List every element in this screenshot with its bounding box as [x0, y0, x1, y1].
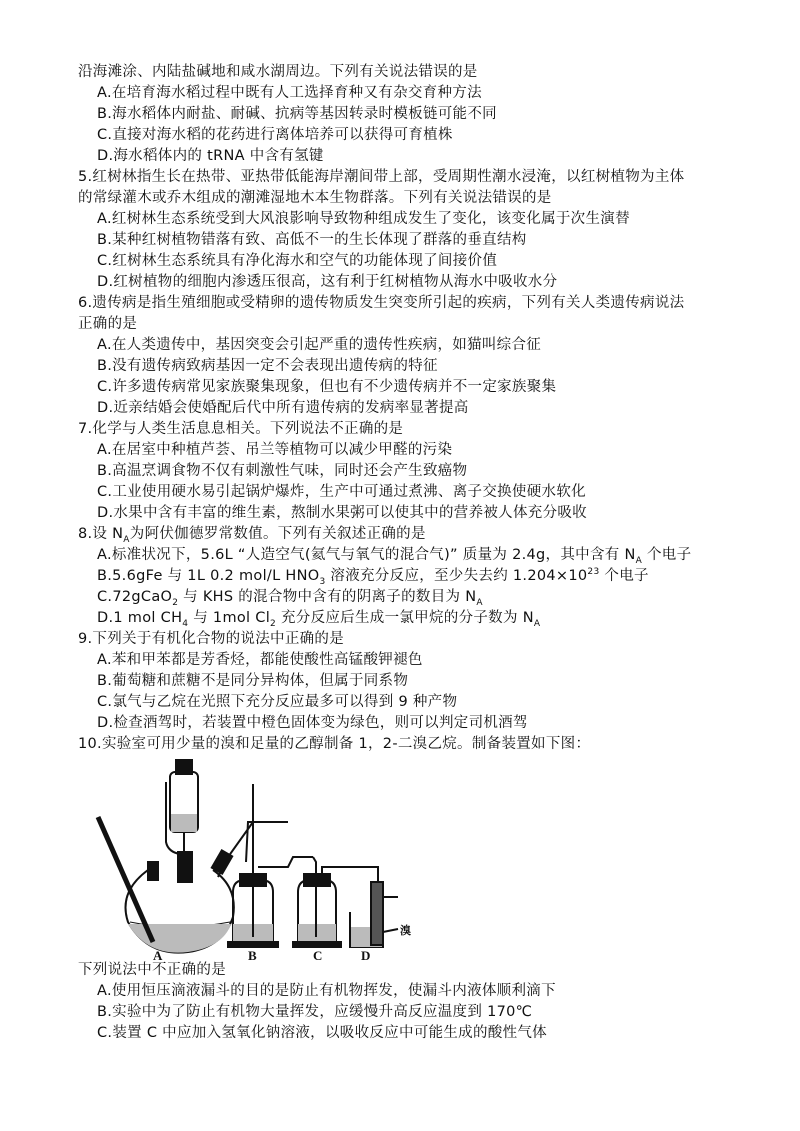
text-segment: 7.化学与人类生活息息相关。下列说法不正确的是: [78, 421, 404, 437]
text-segment: D.海水稻体内的 tRNA 中含有氢键: [97, 148, 324, 164]
question-line: [78, 293, 778, 314]
text-segment: 沿海滩涂、内陆盐碱地和咸水湖周边。下列有关说法错误的是: [78, 64, 478, 80]
option-line: [78, 566, 778, 587]
subscript: 3: [319, 576, 326, 587]
question-line: [78, 314, 778, 335]
text-segment: C.氯气与乙烷在光照下充分反应最多可以得到 9 种产物: [97, 694, 458, 710]
question-line: [78, 62, 778, 83]
text-segment: C.工业使用硬水易引起锅炉爆炸，生产中可通过煮沸、离子交换使硬水软化: [97, 484, 586, 500]
option-line: [78, 251, 778, 272]
question-line: [78, 188, 778, 209]
text-segment: A.使用恒压滴液漏斗的目的是防止有机物挥发，使漏斗内液体顺利滴下: [97, 983, 556, 999]
option-line: [78, 335, 778, 356]
bottle-b: [228, 784, 313, 947]
text-segment: B.没有遗传病致病基因一定不会表现出遗传病的特征: [97, 358, 438, 374]
text-segment: 10.实验室可用少量的溴和足量的乙醇制备 1，2-二溴乙烷。制备装置如下图：: [78, 736, 591, 752]
subscript: A: [635, 555, 643, 566]
option-line: [78, 1023, 778, 1044]
text-segment: 的常绿灌木或乔木组成的潮滩湿地木本生物群落。下列有关说法错误的是: [78, 190, 552, 206]
text-segment: D.近亲结婚会使婚配后代中所有遗传病的发病率显著提高: [97, 400, 469, 416]
text-segment: 下列说法中不正确的是: [78, 962, 226, 978]
subscript: 2: [172, 597, 179, 608]
option-line: [78, 272, 778, 293]
question-line: [78, 524, 778, 545]
text-segment: C.装置 C 中应加入氢氧化钠溶液，以吸收反应中可能生成的酸性气体: [97, 1025, 547, 1041]
option-line: [78, 377, 778, 398]
option-line: [78, 713, 778, 734]
option-line: [78, 503, 778, 524]
option-line: [78, 230, 778, 251]
text-segment: B.葡萄糖和蔗糖不是同分异构体，但属于同系物: [97, 673, 409, 689]
text-segment: 个电子: [642, 547, 692, 563]
text-segment: 9.下列关于有机化合物的说法中正确的是: [78, 631, 345, 647]
text-segment: B.5.6gFe 与 1L 0.2 mol/L HNO: [97, 568, 320, 584]
text-segment: D.红树植物的细胞内渗透压很高，这有利于红树植物从海水中吸收水分: [97, 274, 558, 290]
document-body-top: [78, 62, 778, 755]
text-segment: B.高温烹调食物不仅有刺激性气味，同时还会产生致癌物: [97, 463, 468, 479]
bromine-label: 溴: [400, 925, 411, 937]
option-line: [78, 209, 778, 230]
option-line: [78, 356, 778, 377]
option-line: [78, 125, 778, 146]
option-line: [78, 692, 778, 713]
text-segment: A.在培育海水稻过程中既有人工选择育种又有杂交育种方法: [97, 85, 482, 101]
text-segment: C.72gCaO: [97, 589, 173, 605]
question-line: [78, 960, 778, 981]
question-line: [78, 629, 778, 650]
question-line: [78, 167, 778, 188]
subscript: A: [476, 597, 483, 608]
option-line: [78, 398, 778, 419]
apparatus-diagram: [78, 752, 478, 962]
option-line: [78, 608, 778, 629]
text-segment: D.检查酒驾时，若装置中橙色固体变为绿色，则可以判定司机酒驾: [97, 715, 528, 731]
text-segment: 个电子: [599, 568, 649, 584]
option-line: [78, 104, 778, 125]
text-segment: B.某种红树植物错落有致、高低不一的生长体现了群落的垂直结构: [97, 232, 527, 248]
text-segment: 8.设 N: [78, 526, 124, 542]
dropping-funnel: [166, 760, 198, 854]
text-segment: A.标准状况下，5.6L “人造空气(氦气与氧气的混合气)” 质量为 2.4g，其中含有 N: [97, 547, 636, 563]
text-segment: D.1 mol CH: [97, 610, 183, 626]
text-segment: 与 1mol Cl: [188, 610, 271, 626]
option-line: [78, 981, 778, 1002]
text-segment: A.红树林生态系统受到大风浪影响导致物种组成发生了变化，该变化属于次生演替: [97, 211, 630, 227]
text-segment: C.许多遗传病常见家族聚集现象，但也有不少遗传病并不一定家族聚集: [97, 379, 557, 395]
text-segment: 为阿伏伽德罗常数值。下列有关叙述正确的是: [129, 526, 426, 542]
text-segment: 充分反应后生成一氯甲烷的分子数为 N: [276, 610, 534, 626]
text-segment: 5.红树林指生长在热带、亚热带低能海岸潮间带上部，受周期性潮水浸淹，以红树植物为主体: [78, 169, 685, 185]
text-segment: C.红树林生态系统具有净化海水和空气的功能体现了间接价值: [97, 253, 498, 269]
subscript: A: [123, 534, 130, 545]
text-segment: D.水果中含有丰富的维生素，熬制水果粥可以使其中的营养被人体充分吸收: [97, 505, 587, 521]
text-segment: B.海水稻体内耐盐、耐碱、抗病等基因转录时模板链可能不同: [97, 106, 497, 122]
text-segment: A.苯和甲苯都是芳香烃，都能使酸性高锰酸钾褪色: [97, 652, 423, 668]
option-line: [78, 587, 778, 608]
text-segment: C.直接对海水稻的花药进行离体培养可以获得可育植株: [97, 127, 453, 143]
option-line: [78, 545, 778, 566]
option-line: [78, 1002, 778, 1023]
option-line: [78, 671, 778, 692]
subscript: 4: [182, 618, 189, 629]
subscript: 2: [270, 618, 277, 629]
document-body-bottom: [78, 960, 778, 1044]
superscript: 23: [587, 567, 600, 578]
text-segment: 6.遗传病是指生殖细胞或受精卵的遗传物质发生突变所引起的疾病，下列有关人类遗传病说法: [78, 295, 685, 311]
option-line: [78, 482, 778, 503]
text-segment: 溶液充分反应，至少失去约 1.204×10: [325, 568, 588, 584]
label-c: C: [313, 948, 323, 962]
subscript: A: [533, 618, 541, 629]
option-line: [78, 146, 778, 167]
text-segment: A.在人类遗传中，基因突变会引起严重的遗传性疾病，如猫叫综合征: [97, 337, 542, 353]
text-segment: B.实验中为了防止有机物大量挥发，应缓慢升高反应温度到 170℃: [97, 1004, 533, 1020]
question-line: [78, 419, 778, 440]
option-line: [78, 83, 778, 104]
option-line: [78, 650, 778, 671]
option-line: [78, 461, 778, 482]
label-a: A: [153, 948, 163, 962]
text-segment: 与 KHS 的混合物中含有的阴离子的数目为 N: [178, 589, 477, 605]
option-line: [78, 440, 778, 461]
label-b: B: [248, 948, 257, 962]
text-segment: A.在居室中种植芦荟、吊兰等植物可以减少甲醛的污染: [97, 442, 453, 458]
thermometer: [98, 817, 153, 942]
text-segment: 正确的是: [78, 316, 138, 332]
beaker-d: [350, 882, 398, 947]
label-d: D: [361, 948, 371, 962]
